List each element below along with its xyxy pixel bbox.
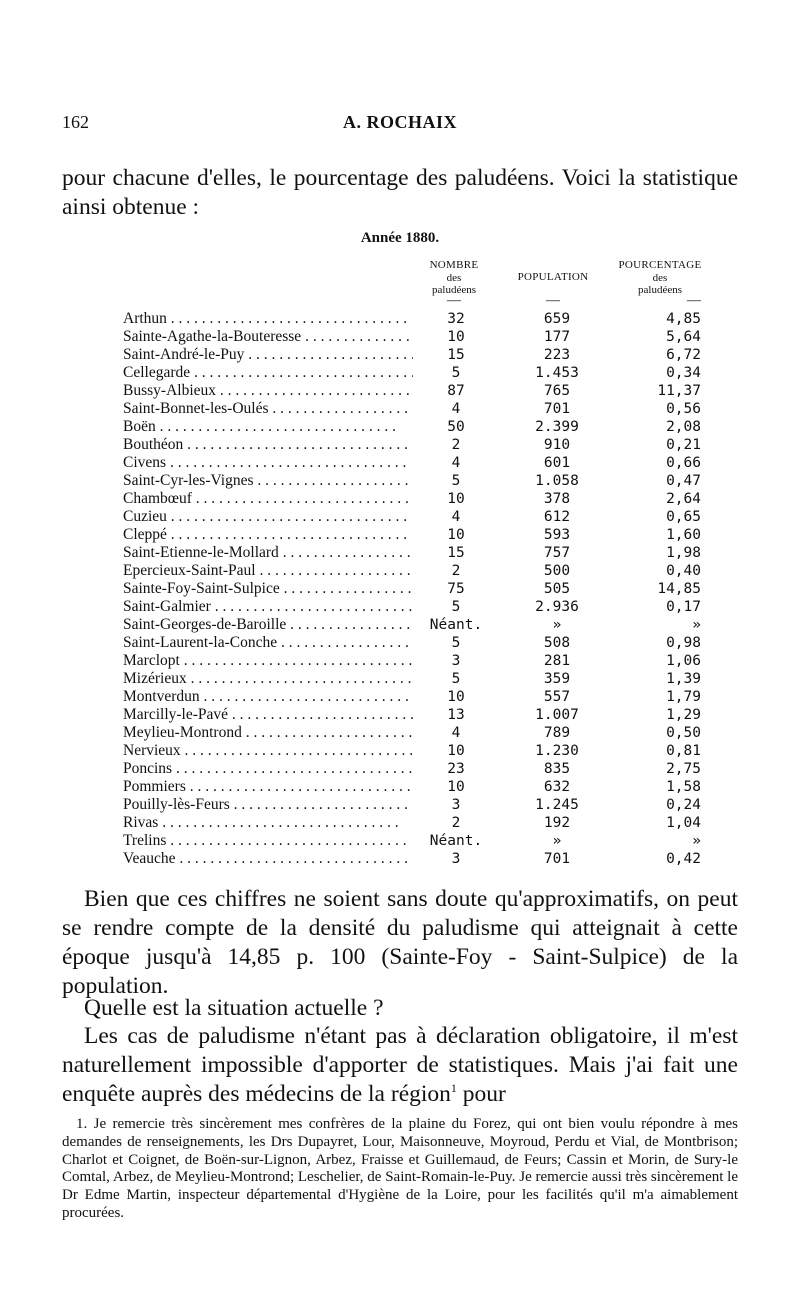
cell-population: 1.058 (535, 473, 579, 489)
cell-commune: Marclopt . . . (123, 652, 413, 670)
cell-population: 1.453 (535, 365, 579, 381)
cell-pourcentage: 4,85 (666, 311, 701, 327)
cell-nombre: 4 (451, 509, 461, 525)
cell-pourcentage: 1,06 (666, 653, 701, 669)
cell-commune: Sainte-Agathe-la-Bouteresse . . . (123, 328, 413, 346)
table-row (123, 508, 723, 526)
cell-commune: Arthun . . . (123, 310, 413, 328)
table-row (123, 364, 723, 382)
cell-pourcentage: 0,65 (666, 509, 701, 525)
cell-commune: Cuzieu . . . (123, 508, 413, 526)
footnote: 1. Je remercie très sincèrement mes confrères de la plaine du Forez, qui ont bien voulu répondre à mes demandes de renseignements, les Drs Dupayret, Lour, Maisonneuve, Moyroud, Perdu et Vial, de Montbrison; Charlot et Coignet, de Boën-sur-Lignon, Arbez, Fraisse et Guillemaud, de Feurs; Cassin et Morin, de Sury-le Comtal, Arbez, de Meylieu-Montrond; Leschelier, de Saint-Romain-le-Puy. Je remercie aussi très sincèrement le Dr Edme Martin, inspecteur départemental d'Hygiène de la Loire, pour les facilités qu'il m'a aimablement procurées. (62, 1116, 738, 1221)
cell-population: 701 (543, 851, 571, 867)
cell-pourcentage: 1,58 (666, 779, 701, 795)
cell-pourcentage: 0,47 (666, 473, 701, 489)
cell-nombre: Néant. (429, 833, 483, 849)
cell-pourcentage: 1,29 (666, 707, 701, 723)
cell-pourcentage: 0,66 (666, 455, 701, 471)
cell-nombre: 3 (451, 653, 461, 669)
cell-population: 659 (543, 311, 571, 327)
paragraph: Quelle est la situation actuelle ? (84, 995, 384, 1021)
table-row (123, 688, 723, 706)
header-dash: — (447, 293, 461, 308)
cell-commune: Saint-Cyr-les-Vignes . . . (123, 472, 413, 490)
cell-population: 2.936 (535, 599, 579, 615)
cell-population: 632 (543, 779, 571, 795)
cell-commune: Saint-Bonnet-les-Oulés . . . (123, 400, 413, 418)
cell-population: 500 (543, 563, 571, 579)
cell-population: 2.399 (535, 419, 579, 435)
cell-population: 593 (543, 527, 571, 543)
cell-population: 601 (543, 455, 571, 471)
cell-pourcentage: 0,98 (666, 635, 701, 651)
cell-pourcentage: 0,42 (666, 851, 701, 867)
cell-pourcentage: 1,98 (666, 545, 701, 561)
cell-nombre: 10 (447, 743, 465, 759)
table-row (123, 724, 723, 742)
cell-commune: Veauche . . . (123, 850, 413, 868)
table-row (123, 814, 723, 832)
cell-nombre: 10 (447, 689, 465, 705)
cell-commune: Marcilly-le-Pavé . . . (123, 706, 413, 724)
cell-pourcentage: 0,56 (666, 401, 701, 417)
page-header (62, 112, 738, 136)
cell-commune: Saint-Galmier . . . (123, 598, 413, 616)
column-header-pourcentage: POURCENTAGE des paludéens (618, 259, 702, 296)
cell-nombre: 3 (451, 797, 461, 813)
cell-population: 612 (543, 509, 571, 525)
cell-nombre: 10 (447, 491, 465, 507)
cell-nombre: 23 (447, 761, 465, 777)
cell-population: » (552, 833, 562, 849)
table-row (123, 436, 723, 454)
paragraph: Les cas de paludisme n'étant pas à déclaration obligatoire, il m'est naturellement impossible d'apporter de statistiques. Mais j'ai fait une enquête auprès des médecins de la région$^1$ pour (62, 1023, 738, 1107)
cell-commune: Bussy-Albieux . . . (123, 382, 413, 400)
cell-nombre: 13 (447, 707, 465, 723)
cell-commune: Meylieu-Montrond . . . (123, 724, 413, 742)
cell-commune: Cleppé . . . (123, 526, 413, 544)
cell-population: 223 (543, 347, 571, 363)
cell-pourcentage: 1,39 (666, 671, 701, 687)
cell-pourcentage: » (692, 833, 701, 849)
cell-commune: Saint-André-le-Puy . . . (123, 346, 413, 364)
cell-pourcentage: 14,85 (657, 581, 701, 597)
cell-pourcentage: 0,50 (666, 725, 701, 741)
table-row (123, 670, 723, 688)
cell-commune: Saint-Etienne-le-Mollard . . . (123, 544, 413, 562)
cell-nombre: 4 (451, 401, 461, 417)
cell-nombre: 5 (451, 671, 461, 687)
cell-population: 177 (543, 329, 571, 345)
cell-population: 378 (543, 491, 571, 507)
cell-nombre: 2 (451, 437, 461, 453)
cell-population: 508 (543, 635, 571, 651)
cell-pourcentage: 6,72 (666, 347, 701, 363)
table-row (123, 418, 723, 436)
cell-population: 701 (543, 401, 571, 417)
table-row (123, 832, 723, 850)
cell-population: 505 (543, 581, 571, 597)
cell-population: 1.007 (535, 707, 579, 723)
cell-pourcentage: 2,64 (666, 491, 701, 507)
cell-pourcentage: 0,21 (666, 437, 701, 453)
running-head: A. ROCHAIX (342, 112, 457, 132)
cell-commune: Saint-Laurent-la-Conche . . . (123, 634, 413, 652)
cell-nombre: 10 (447, 329, 465, 345)
cell-commune: Poncins . . . (123, 760, 413, 778)
cell-nombre: 10 (447, 779, 465, 795)
table-row (123, 760, 723, 778)
cell-nombre: 5 (451, 473, 461, 489)
cell-nombre: 32 (447, 311, 465, 327)
table-row (123, 616, 723, 634)
cell-population: 1.245 (535, 797, 579, 813)
header-dash: — (687, 293, 701, 308)
cell-pourcentage: 0,40 (666, 563, 701, 579)
page-number: 162 (62, 112, 89, 132)
cell-nombre: 50 (447, 419, 465, 435)
table-row (123, 346, 723, 364)
cell-commune: Rivas . . . (123, 814, 413, 832)
cell-population: 192 (543, 815, 571, 831)
cell-pourcentage: 0,24 (666, 797, 701, 813)
cell-commune: Trelins . . . (123, 832, 413, 850)
cell-commune: Saint-Georges-de-Baroille . . . (123, 616, 413, 634)
table-title: Année 1880. (360, 230, 440, 246)
table-row (123, 652, 723, 670)
paragraph: Bien que ces chiffres ne soient sans doute qu'approximatifs, on peut se rendre compte de la densité du paludisme qui atteignait à cette époque jusqu'à 14,85 p. 100 (Sainte-Foy - Saint-Sulpice) de la population. (62, 886, 738, 999)
cell-population: 557 (543, 689, 571, 705)
cell-pourcentage: 0,81 (666, 743, 701, 759)
cell-commune: Sainte-Foy-Saint-Sulpice . . . (123, 580, 413, 598)
cell-commune: Chambœuf . . . (123, 490, 413, 508)
table-row (123, 742, 723, 760)
cell-commune: Pommiers . . . (123, 778, 413, 796)
table-row (123, 634, 723, 652)
statistics-table (123, 310, 723, 868)
cell-population: » (552, 617, 562, 633)
table-row (123, 328, 723, 346)
header-dash: — (546, 293, 560, 308)
cell-pourcentage: 0,17 (666, 599, 701, 615)
table-row (123, 400, 723, 418)
cell-commune: Cellegarde . . . (123, 364, 413, 382)
cell-pourcentage: 1,60 (666, 527, 701, 543)
cell-population: 765 (543, 383, 571, 399)
cell-nombre: 5 (451, 635, 461, 651)
cell-commune: Civens . . . (123, 454, 413, 472)
intro-paragraph: pour chacune d'elles, le pourcentage des paludéens. Voici la statistique ainsi obtenue : (62, 165, 738, 220)
cell-population: 757 (543, 545, 571, 561)
cell-commune: Bouthéon . . . (123, 436, 413, 454)
cell-pourcentage: 1,04 (666, 815, 701, 831)
cell-pourcentage: 2,08 (666, 419, 701, 435)
cell-population: 359 (543, 671, 571, 687)
table-row (123, 454, 723, 472)
cell-population: 910 (543, 437, 571, 453)
cell-nombre: 5 (451, 365, 461, 381)
table-row (123, 562, 723, 580)
table-row (123, 544, 723, 562)
cell-nombre: 2 (451, 815, 461, 831)
cell-pourcentage: 11,37 (657, 383, 701, 399)
cell-commune: Nervieux . . . (123, 742, 413, 760)
cell-pourcentage: 0,34 (666, 365, 701, 381)
cell-commune: Pouilly-lès-Feurs . . . (123, 796, 413, 814)
cell-nombre: 4 (451, 725, 461, 741)
cell-nombre: Néant. (429, 617, 483, 633)
cell-nombre: 5 (451, 599, 461, 615)
table-row (123, 598, 723, 616)
cell-nombre: 2 (451, 563, 461, 579)
cell-pourcentage: » (692, 617, 701, 633)
cell-commune: Epercieux-Saint-Paul . . . (123, 562, 413, 580)
cell-nombre: 15 (447, 347, 465, 363)
cell-nombre: 10 (447, 527, 465, 543)
cell-commune: Montverdun . . . (123, 688, 413, 706)
table-row (123, 472, 723, 490)
cell-nombre: 3 (451, 851, 461, 867)
table-row (123, 796, 723, 814)
table-row (123, 850, 723, 868)
table-row (123, 580, 723, 598)
cell-pourcentage: 2,75 (666, 761, 701, 777)
table-row (123, 310, 723, 328)
cell-population: 789 (543, 725, 571, 741)
cell-pourcentage: 5,64 (666, 329, 701, 345)
cell-nombre: 4 (451, 455, 461, 471)
table-row (123, 526, 723, 544)
cell-nombre: 75 (447, 581, 465, 597)
cell-commune: Boën . . . (123, 418, 413, 436)
footnote-ref: 1 (450, 1081, 457, 1096)
table-row (123, 382, 723, 400)
cell-population: 281 (543, 653, 571, 669)
table-row (123, 778, 723, 796)
table-row (123, 490, 723, 508)
cell-population: 1.230 (535, 743, 579, 759)
cell-population: 835 (543, 761, 571, 777)
column-header-nombre: NOMBRE des paludéens (429, 259, 479, 296)
cell-nombre: 15 (447, 545, 465, 561)
cell-nombre: 87 (447, 383, 465, 399)
cell-pourcentage: 1,79 (666, 689, 701, 705)
cell-commune: Mizérieux . . . (123, 670, 413, 688)
table-row (123, 706, 723, 724)
column-header-population: POPULATION (517, 271, 589, 283)
